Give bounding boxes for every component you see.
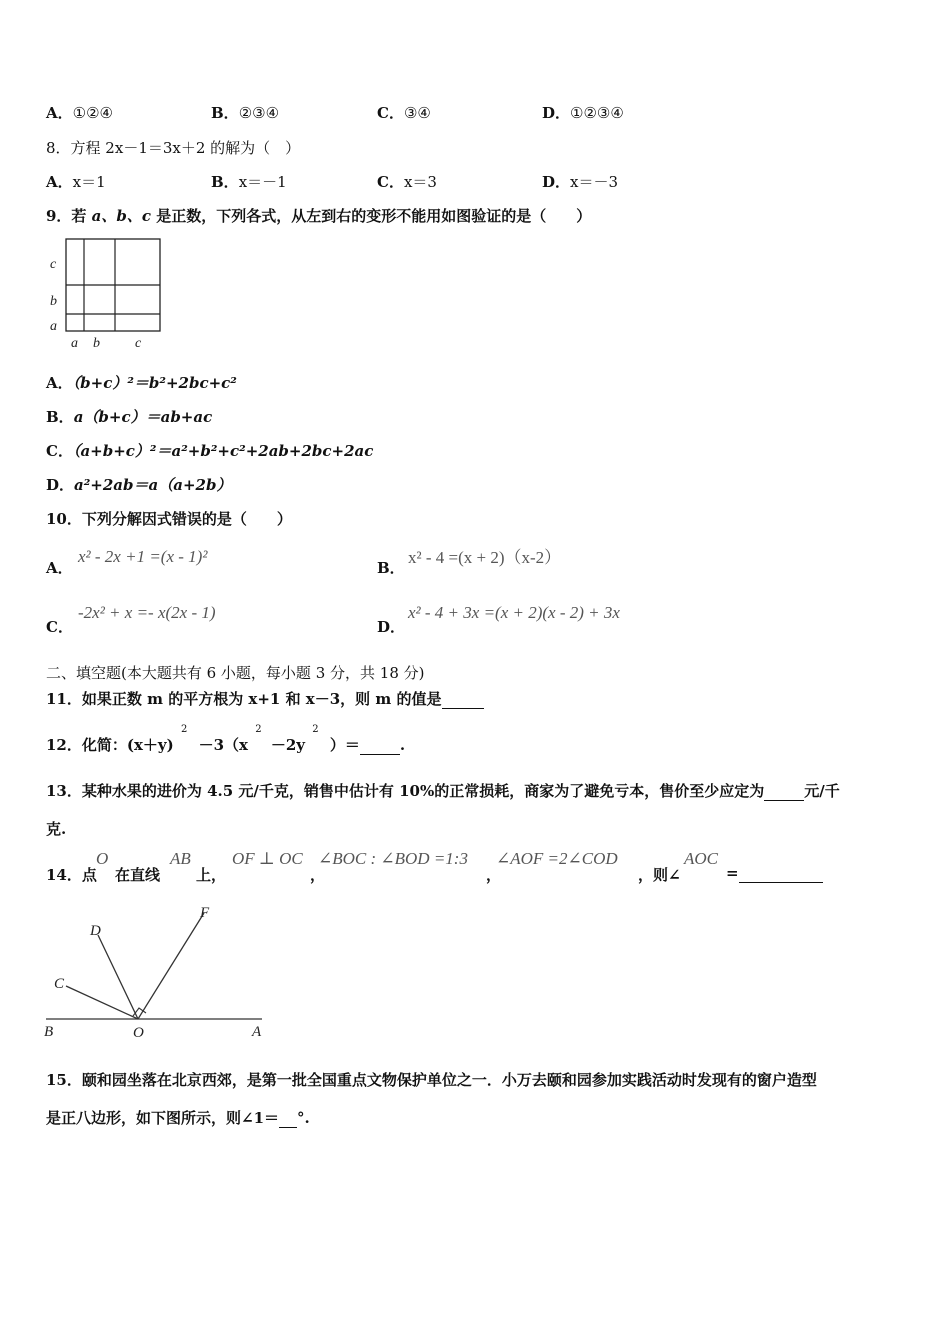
q14-line-ab: AB (170, 849, 191, 868)
q9-row-label-a: a (50, 319, 57, 334)
section-2-title: 二、填空题(本大题共有 6 小题，每小题 3 分，共 18 分) (46, 664, 425, 682)
q12-stem: 12．化简：(x＋y) $^2$ －3（x $^2$ －2y $^2$ ）＝ . (46, 724, 406, 754)
q9-option-d: D．a²+2ab＝a（a+2b） (46, 476, 232, 494)
q14-ray-od (98, 935, 138, 1019)
q10-option-b-formula: x² - 4 =(x + 2)（x-2） (408, 548, 562, 567)
q13-stem-line2: 克. (46, 820, 67, 838)
q14-text-on: 上， (196, 866, 227, 884)
q10-option-a-letter: A． (46, 559, 73, 577)
q10-option-b-letter: B． (377, 559, 405, 577)
q14-comma-2: ， (486, 866, 502, 884)
q8-option-a: A．x＝1 (46, 173, 106, 191)
q9-col-label-a: a (71, 336, 78, 351)
q14-label-o: O (133, 1025, 144, 1040)
q14-label-c: C (54, 976, 65, 992)
q9-col-label-c: c (135, 336, 142, 351)
q10-option-a-formula: x² - 2x +1 =(x - 1)² (78, 547, 208, 566)
q10-stem: 10．下列分解因式错误的是（ ） (46, 510, 292, 528)
q14-condition-1: OF ⊥ OC (232, 849, 303, 868)
q14-label-a: A (252, 1024, 262, 1040)
q7-option-c: C．③④ (377, 104, 431, 122)
q7-option-a: A．①②④ (46, 104, 113, 122)
q14-label-b: B (44, 1024, 54, 1040)
q15-answer-blank[interactable] (279, 1109, 297, 1128)
q14-condition-3: ∠AOF =2∠COD (496, 849, 618, 868)
q15-stem-line2: 是正八边形，如下图所示，则∠1＝ °. (46, 1109, 310, 1127)
q8-stem: 8．方程 2x－1＝3x＋2 的解为（ ） (46, 139, 301, 157)
q10-option-c-letter: C． (46, 618, 73, 636)
q14-comma-1: ， (310, 866, 326, 884)
q13-answer-blank[interactable] (764, 782, 804, 801)
q14-condition-2: ∠BOC : ∠BOD =1:3 (318, 849, 468, 868)
q9-option-b: B．a（b+c）＝ab+ac (46, 408, 213, 426)
q14-label-d: D (90, 923, 101, 939)
q14-angle-aoc: AOC (684, 849, 718, 868)
q14-then: ，则∠ (638, 866, 681, 884)
q14-equals: = (726, 864, 823, 883)
q14-prefix: 14．点 (46, 866, 97, 884)
q9-figure (44, 234, 174, 352)
q9-option-a: A．（b+c）²＝b²+2bc+c² (46, 374, 237, 392)
q10-option-c-formula: -2x² + x =- x(2x - 1) (78, 603, 216, 622)
q9-option-c: C．（a+b+c）²＝a²+b²+c²+2ab+2bc+2ac (46, 442, 374, 460)
q8-option-d: D．x＝－3 (542, 173, 619, 191)
q14-point-o: O (96, 849, 109, 868)
q9-stem: 9．若 a、b、c 是正数，下列各式，从左到右的变形不能用如图验证的是（ ） (46, 207, 592, 225)
q11-answer-blank[interactable] (442, 690, 484, 709)
q8-option-b: B．x＝－1 (211, 173, 287, 191)
q12-answer-blank[interactable] (360, 736, 400, 755)
q7-option-b: B．②③④ (211, 104, 280, 122)
q14-label-f: F (200, 905, 210, 921)
q15-stem-line1: 15．颐和园坐落在北京西郊，是第一批全国重点文物保护单位之一．小万去颐和园参加实践活动时发现有的窗户造型 (46, 1071, 817, 1089)
q7-option-d: D．①②③④ (542, 104, 624, 122)
q9-row-label-c: c (50, 257, 57, 272)
q11-stem: 11．如果正数 m 的平方根为 x+1 和 x－3，则 m 的值是 (46, 688, 484, 709)
q14-text-line: 在直线 (115, 866, 161, 884)
q9-row-label-b: b (50, 294, 57, 309)
q13-stem-line1: 13．某种水果的进价为 4.5 元/千克，销售中估计有 10%的正常损耗，商家为了避免亏本，售价至少应定为 元/千 (46, 782, 840, 800)
q14-answer-blank[interactable] (739, 864, 823, 883)
q10-option-d-formula: x² - 4 + 3x =(x + 2)(x - 2) + 3x (408, 603, 620, 622)
q14-ray-oc (66, 986, 138, 1019)
q14-figure (40, 900, 280, 1040)
q14-ray-of (138, 913, 204, 1019)
q8-option-c: C．x＝3 (377, 173, 437, 191)
q9-col-label-b: b (93, 336, 100, 351)
q10-option-d-letter: D． (377, 618, 406, 636)
